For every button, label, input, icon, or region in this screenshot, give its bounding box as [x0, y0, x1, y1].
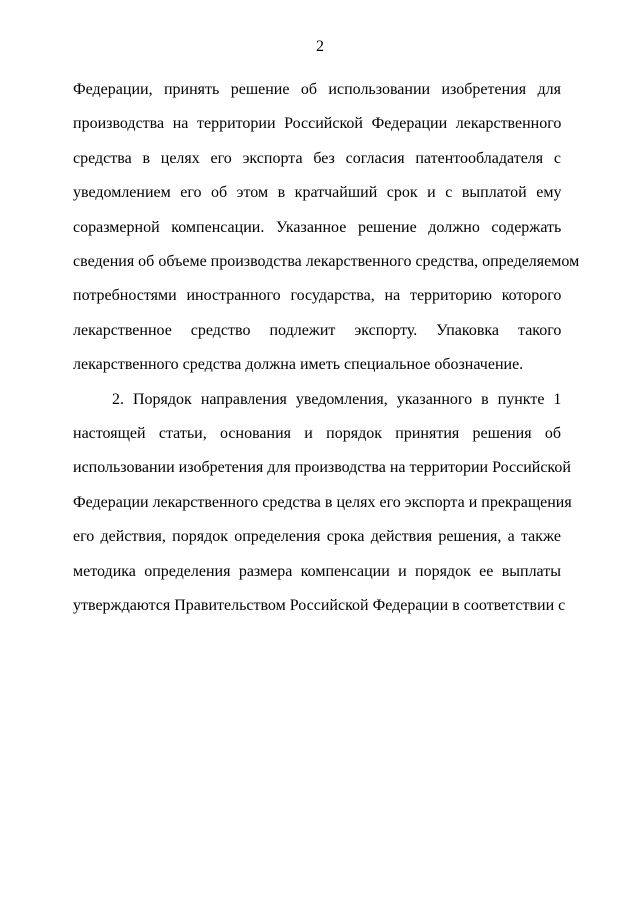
text-line: производства на территории Российской Федерации лекарственного — [73, 115, 562, 133]
paragraph-2 — [73, 383, 572, 624]
paragraph-1 — [73, 73, 580, 383]
text-line: настоящей статьи, основания и порядок принятия решения об — [73, 425, 561, 443]
text-line: Федерации, принять решение об использовании изобретения для — [73, 81, 561, 98]
page-number: 2 — [316, 38, 324, 55]
text-line: средства в целях его экспорта без согласия патентообладателя с — [73, 149, 561, 167]
text-line: 2. Порядок направления уведомления, указанного в пункте 1 — [112, 390, 562, 408]
text-line: потребностями иностранного государства, на территорию которого — [73, 287, 562, 305]
text-line: утверждаются Правительством Российской Федерации в соответствии с — [73, 597, 566, 615]
text-line: методика определения размера компенсации и порядок ее выплаты — [73, 562, 561, 580]
text-line: Федерации лекарственного средства в целях его экспорта и прекращения — [73, 493, 572, 511]
document-body — [73, 73, 580, 624]
text-line: сведения об объеме производства лекарственного средства, определяемом — [73, 253, 580, 271]
text-line: соразмерной компенсации. Указанное решение должно содержать — [73, 218, 562, 236]
text-line: использовании изобретения для производства на территории Российской — [73, 459, 571, 477]
text-line: уведомлением его об этом в кратчайший срок и с выплатой ему — [73, 184, 562, 202]
text-line: его действия, порядок определения срока действия решения, а также — [73, 528, 561, 546]
text-line: лекарственное средство подлежит экспорту. Упаковка такого — [73, 321, 562, 339]
text-line: лекарственного средства должна иметь специальное обозначение. — [73, 356, 524, 374]
